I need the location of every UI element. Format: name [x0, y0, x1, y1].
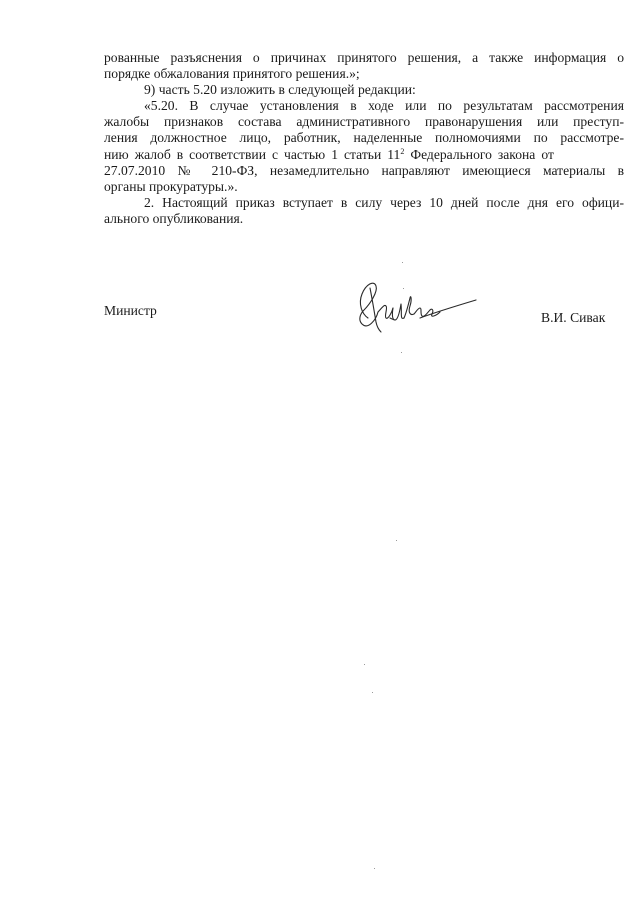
scan-speck: [401, 352, 402, 353]
scan-speck: [396, 540, 397, 541]
scan-speck: [402, 262, 403, 263]
superscript: 2: [400, 146, 405, 156]
paragraph-2-line: ального опубликования.: [104, 210, 244, 226]
quoted-clause-line: [104, 147, 624, 163]
text-line: рованные разъяснения о причинах принятого решения, а также информация о: [104, 50, 624, 65]
scan-speck: [364, 664, 365, 665]
text-fragment: Федерального закона от: [404, 146, 554, 162]
signature-block: [0, 300, 640, 360]
scan-speck: [372, 692, 373, 693]
handwritten-signature-icon: [340, 270, 480, 340]
list-item-9: 9) часть 5.20 изложить в следующей редакции:: [144, 82, 416, 98]
quoted-clause-line: жалобы признаков состава административного правонарушения или преступ-: [104, 114, 624, 130]
document-body: [104, 50, 624, 227]
quoted-clause-line: 27.07.2010 № 210-ФЗ, незамедлительно направляют имеющиеся материалы в: [104, 162, 624, 178]
text-line: порядке обжалования принятого решения.»;: [104, 66, 360, 82]
text-fragment: нию жалоб в соответствии с частью 1 статьи 11: [104, 146, 401, 162]
scan-speck: [403, 288, 404, 289]
signer-name: В.И. Сивак: [541, 310, 606, 325]
quoted-clause-line: органы прокуратуры.».: [104, 178, 238, 194]
paragraph-2-line: 2. Настоящий приказ вступает в силу через 10 дней после дня его офици-: [144, 194, 624, 210]
scan-speck: [374, 868, 375, 869]
quoted-clause-line: «5.20. В случае установления в ходе или по результатам рассмотрения: [144, 98, 624, 114]
quoted-clause-line: ления должностное лицо, работник, наделенные полномочиями по рассмотре-: [104, 130, 624, 146]
signer-position: Министр: [104, 303, 157, 318]
